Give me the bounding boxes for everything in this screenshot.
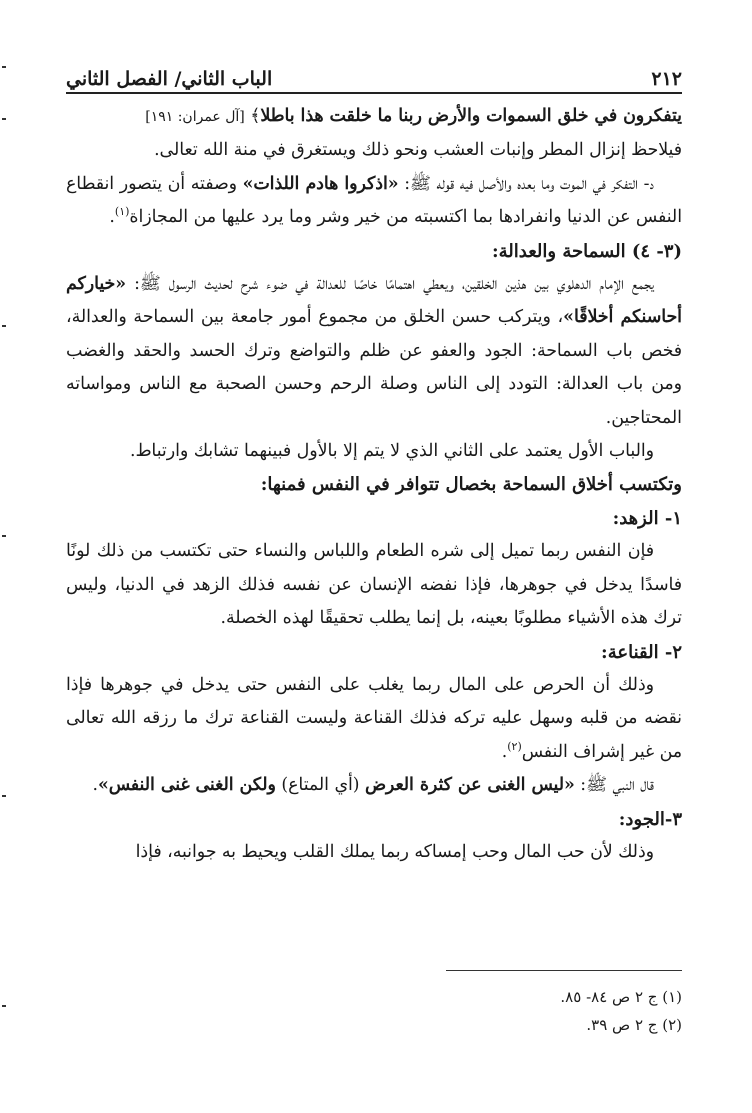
running-title: الباب الثاني/ الفصل الثاني	[66, 68, 273, 90]
margin-mark	[2, 535, 6, 537]
margin-mark	[2, 325, 6, 327]
subheading-qanaa: ٢- القناعة:	[601, 641, 682, 663]
header-rule	[66, 92, 682, 94]
book-page	[66, 48, 682, 1088]
footnote-ref: (٢)	[507, 739, 522, 753]
margin-mark	[2, 1005, 6, 1007]
hadith-quote: «ليس الغنى عن كثرة العرض	[365, 775, 575, 796]
subheading-jud: ٣-الجود:	[618, 808, 682, 830]
body-text	[66, 100, 682, 869]
paragraph-qanaa: وذلك أن الحرص على المال ربما يغلب على النفس حتى يدخل في جوهرها فإذا نقضه من قلبه وسهل عليه تركه فذلك القناعة وليست القناعة ترك ما رزقه الله تعالى من غير إشراف النفس$^{(٢)}$.	[66, 674, 682, 762]
section-heading: (٣- ٤) السماحة والعدالة:	[492, 240, 682, 262]
section-heading: وتكتسب أخلاق السماحة بخصال تتوافر في النفس فمنها:	[260, 474, 682, 496]
paragraph-jud: وذلك لأن حب المال وحب إمساكه ربما يملك القلب ويحيط به جوانبه، فإذا	[135, 841, 654, 862]
hadith-quote: «اذكروا هادم اللذات»	[242, 173, 399, 194]
footnotes	[66, 983, 682, 1039]
verse-text: يتفكرون في خلق السموات والأرض ربنا ما خلقت هذا باطلا	[260, 106, 682, 126]
footnote: (١) ج ٢ ص ٨٤- ٨٥.	[560, 988, 682, 1006]
hadith-quote: «خياركم أحاسنكم أخلاقًا»	[66, 274, 682, 328]
hadith-quote: ولكن الغنى غنى النفس»	[97, 775, 276, 796]
subheading-zuhd: ١- الزهد:	[612, 507, 682, 529]
paragraph: فيلاحظ إنزال المطر وإنبات العشب ونحو ذلك ويستغرق في منة الله تعالى.	[154, 140, 682, 161]
paragraph-death: د- التفكر في الموت وما بعده والأصل فيه قوله ﷺ: «اذكروا هادم اللذات» وصفته أن يتصور انقطاع النفس عن الدنيا وانفرادها بما اكتسبته من خير وشر وما يرد عليها من المجازاة$^{(١)}$.	[66, 173, 682, 228]
margin-mark	[2, 795, 6, 797]
page-number: ٢١٢	[651, 68, 682, 90]
paragraph-samaha: يجمع الإمام الدهلوي بين هذين الخلقين، ويعطي اهتمامًا خاصًا للعدالة في ضوء شرح لحديث الرسول ﷺ: «خياركم أحاسنكم أخلاقًا»، ويتركب حسن الخلق من مجموع أمور جامعة بين السماحة والعدالة، فخص باب السماحة: الجود والعفو عن ظلم والتواضع وترك الحسد والحقد والغضب ومن باب العدالة: التودد إلى الناس وصلة الرحم وحسن الصحبة مع الناس ومواساته المحتاجين.	[66, 274, 682, 428]
paragraph: والباب الأول يعتمد على الثاني الذي لا يتم إلا بالأول فبينهما تشابك وارتباط.	[129, 441, 654, 462]
footnote: (٢) ج ٢ ص ٣٩.	[586, 1016, 682, 1034]
verse-reference: [آل عمران: ١٩١]	[145, 109, 245, 125]
verse-line: يتفكرون في خلق السموات والأرض ربنا ما خلقت هذا باطلا﴾ [آل عمران: ١٩١]	[145, 106, 682, 126]
page-header	[66, 58, 682, 90]
paragraph-nabi: قال النبي ﷺ: «ليس الغنى عن كثرة العرض (أي المتاع) ولكن الغنى غنى النفس».	[92, 775, 654, 796]
margin-mark	[2, 118, 6, 120]
paragraph-zuhd: فإن النفس ربما تميل إلى شره الطعام واللباس والنساء حتى تكتسب من ذلك لونًا فاسدًا يدخل في جوهرها، فإذا نفضه الإنسان عن نفسه فذلك الزهد في الدنيا، وليس ترك هذه الأشياء مطلوبًا بعينه، بل إنما يطلب تحقيقًا لهذه الخصلة.	[66, 541, 682, 629]
footnote-rule	[446, 970, 682, 971]
footnote-ref: (١)	[114, 205, 130, 219]
margin-mark	[2, 66, 6, 68]
